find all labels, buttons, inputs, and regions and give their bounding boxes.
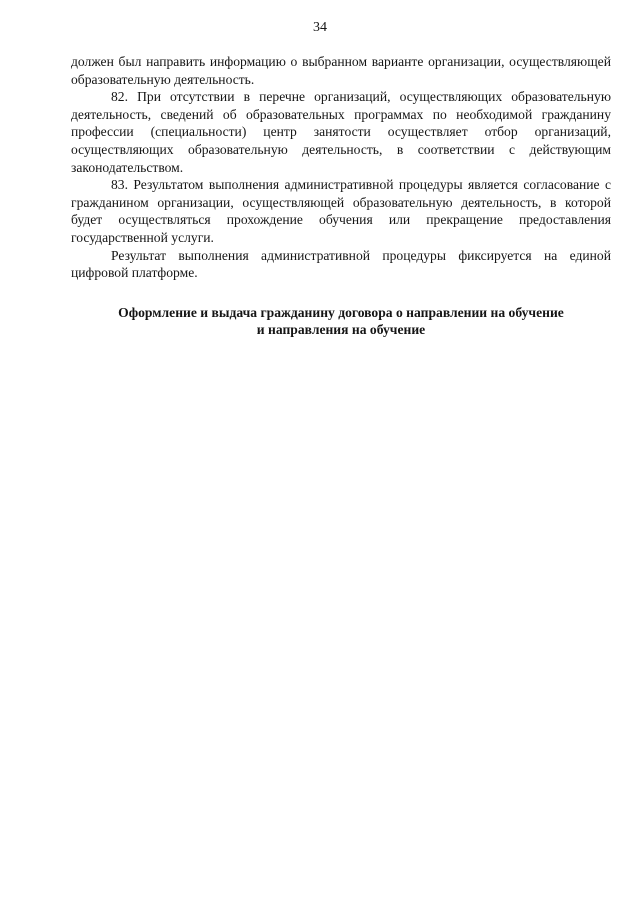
section-heading-line-1: Оформление и выдача гражданину договора о направлении на обучение (118, 304, 564, 320)
paragraph: Результат выполнения административной процедуры фиксируется на единой цифровой платформе. (71, 247, 611, 281)
paragraph: должен был направить информацию о выбранном варианте организации, осуществляющей образовательную деятельность. (71, 54, 611, 87)
document-body (71, 53, 611, 361)
section-heading-line-2: и направления на обучение (256, 322, 426, 338)
paragraph-group-top (71, 53, 611, 282)
paragraph: 83. Результатом выполнения административной процедуры является согласование с гражданином организации, осуществляющей образовательную деятельность, в которой будет осуществляться прохождение обучения или прекращение предоставления государственной услуги. (71, 177, 611, 245)
page-number: 34 (313, 20, 327, 35)
paragraph: 82. При отсутствии в перечне организаций, осуществляющих образовательную деятельность, сведений об образовательных программах по необходимой гражданину профессии (специальности) центр занятости осуществляет отбор организаций, осуществляющих образовательную деятельность, в соответствии с действующим законодательством. (71, 89, 611, 175)
section-heading (71, 304, 611, 339)
